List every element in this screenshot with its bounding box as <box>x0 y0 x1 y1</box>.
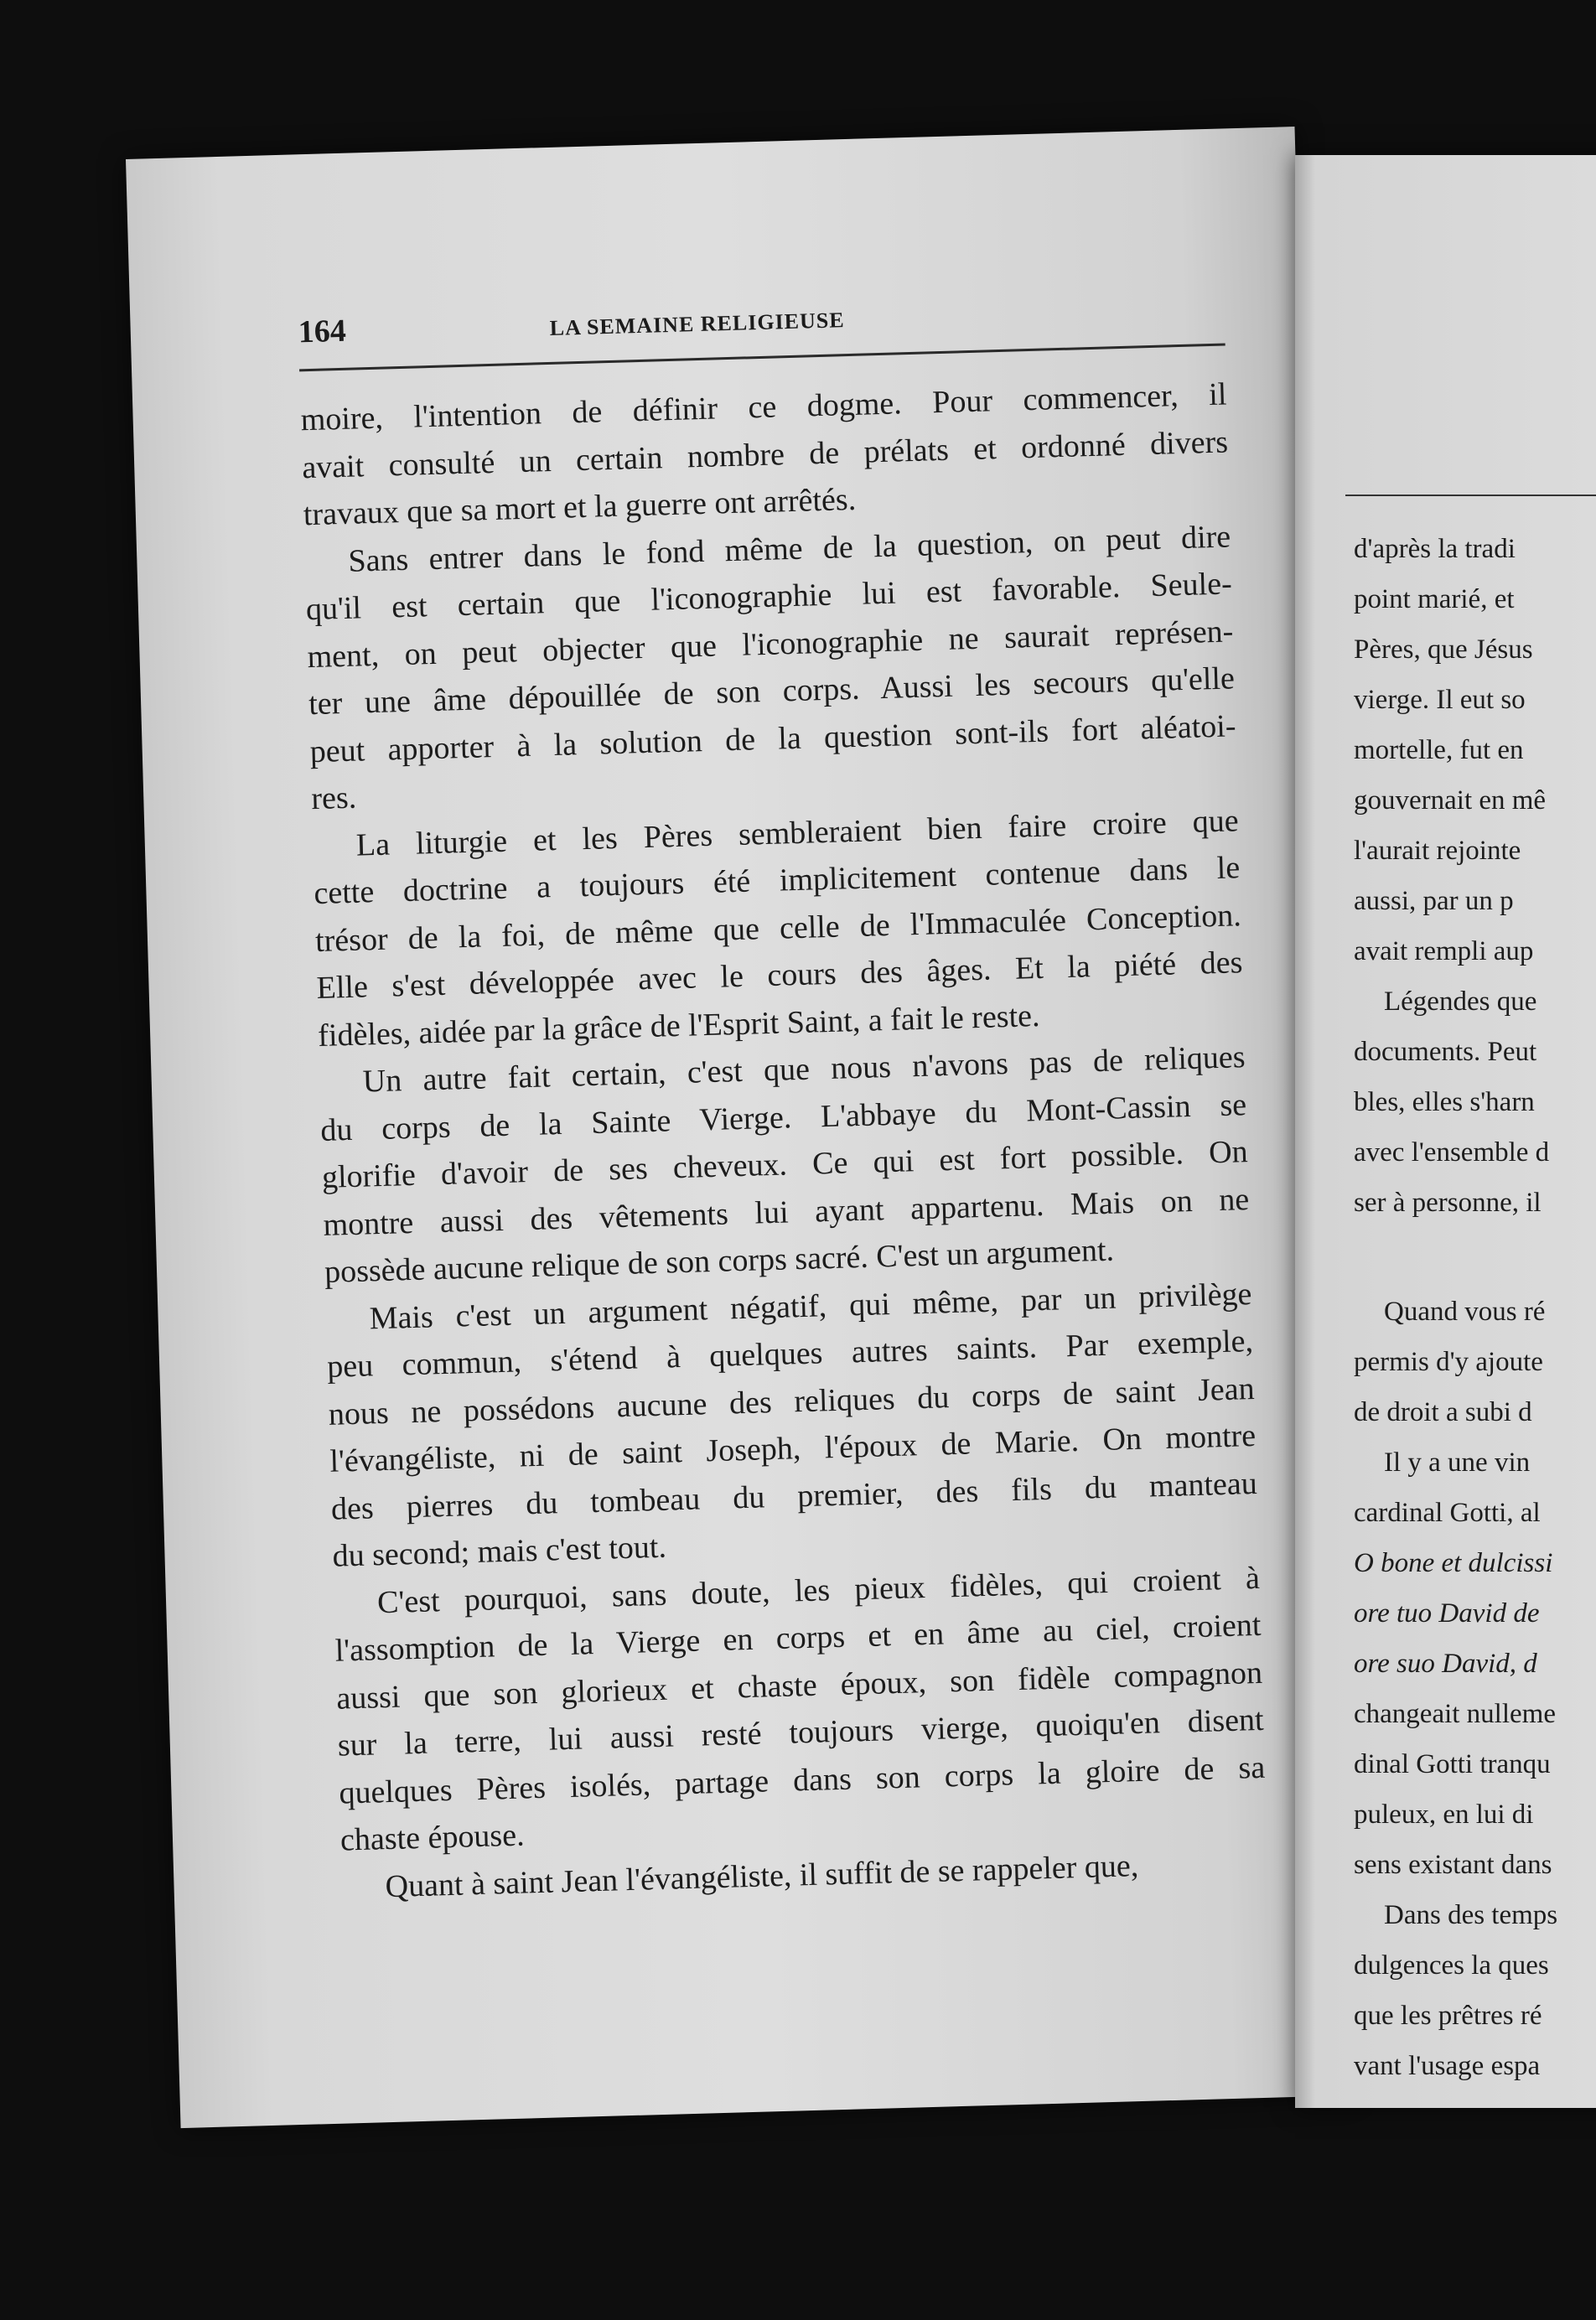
text-line: quelques Pères isolés, partage dans son corps la gloire de sa <box>338 1749 1266 1811</box>
text-line: dinal Gotti tranqu <box>1354 1749 1551 1779</box>
right-page <box>1295 155 1596 2108</box>
text-line: Mais c'est un argument négatif, qui même, par un privilège <box>369 1276 1252 1336</box>
text-line: Pères, que Jésus <box>1354 634 1533 665</box>
section-gap <box>1354 1228 1596 1287</box>
left-page <box>126 127 1350 2128</box>
text-line: Sans entrer dans le fond même de la question, on peut dire <box>347 518 1231 579</box>
text-line: aussi que son glorieux et chaste époux, son fidèle compagnon <box>335 1655 1263 1717</box>
text-line: Quand vous ré <box>1384 1297 1546 1327</box>
text-line: changeait nulleme <box>1354 1699 1556 1729</box>
text-line: Il y a une vin <box>1384 1447 1531 1478</box>
text-line: vant l'usage espa <box>1354 2051 1541 2081</box>
text-line: l'assomption de la Vierge en corps et en âme au ciel, croient <box>334 1607 1262 1669</box>
text-line: O bone et dulcissi <box>1354 1548 1553 1578</box>
text-line: cardinal Gotti, al <box>1354 1498 1541 1528</box>
text-line: point marié, et <box>1354 584 1515 614</box>
text-line: C'est pourquoi, sans doute, les pieux fidèles, qui croient à <box>376 1560 1261 1620</box>
text-line: Elle s'est développée avec le cours des âges. Et la piété des <box>316 945 1243 1007</box>
text-line: peu commun, s'étend à quelques autres saints. Par exemple, <box>326 1323 1254 1385</box>
paragraph <box>304 513 1238 823</box>
text-line: bles, elles s'harn <box>1354 1087 1535 1117</box>
page-header <box>298 287 1225 350</box>
text-line: possède aucune relique de son corps sacré. C'est un argument. <box>324 1232 1115 1290</box>
text-line: avait rempli aup <box>1354 936 1534 966</box>
text-line: d'après la tradi <box>1354 534 1516 564</box>
right-header-rule <box>1345 495 1596 496</box>
text-line: Dans des temps <box>1384 1900 1558 1930</box>
text-line: du corps de la Sainte Vierge. L'abbaye du Mont-Cassin se <box>319 1086 1247 1148</box>
text-line: trésor de la foi, de même que celle de l'Immaculée Conception. <box>314 897 1242 959</box>
text-line: Quant à saint Jean l'évangéliste, il suffit de se rappeler que, <box>385 1847 1139 1904</box>
text-line: sur la terre, lui aussi resté toujours vierge, quoiqu'en disent <box>337 1701 1265 1763</box>
text-line: ser à personne, il <box>1354 1188 1542 1218</box>
paragraph <box>312 797 1244 1059</box>
text-line: La liturgie et les Pères sembleraient bien faire croire que <box>355 802 1240 863</box>
text-line: ore tuo David de <box>1354 1598 1540 1629</box>
paragraph <box>325 1271 1259 1581</box>
text-line: ter une âme dépouillée de son corps. Aussi les secours qu'elle <box>308 660 1236 722</box>
text-line: mortelle, fut en <box>1354 735 1524 765</box>
text-line: ore suo David, d <box>1354 1649 1537 1679</box>
text-line: l'aurait rejointe <box>1354 836 1521 866</box>
text-line: res. <box>310 779 357 817</box>
text-line: montre aussi des vêtements lui ayant appartenu. Mais on ne <box>323 1181 1250 1243</box>
text-line: permis d'y ajoute <box>1354 1347 1543 1377</box>
text-line: qu'il est certain que l'iconographie lui est favorable. Seule- <box>305 566 1233 628</box>
right-body-text <box>1354 524 1596 2091</box>
text-line: l'évangéliste, ni de saint Joseph, l'époux de Marie. On montre <box>329 1417 1257 1479</box>
text-line: aussi, par un p <box>1354 886 1514 916</box>
text-line: avec l'ensemble d <box>1354 1137 1550 1168</box>
text-line: gouvernait en mê <box>1354 785 1547 816</box>
paragraph <box>333 1554 1267 1864</box>
text-line: Un autre fait certain, c'est que nous n'avons pas de reliques <box>362 1039 1246 1100</box>
text-line: du second; mais c'est tout. <box>332 1529 667 1574</box>
text-line: des pierres du tombeau du premier, des fils du manteau <box>330 1465 1258 1527</box>
text-line: que les prêtres ré <box>1354 2001 1542 2031</box>
text-line: moire, l'intention de définir ce dogme. Pour commencer, il <box>300 376 1227 438</box>
text-line: glorifie d'avoir de ses cheveux. Ce qui est fort possible. On <box>321 1134 1249 1195</box>
text-line: peut apporter à la solution de la question sont-ils fort aléatoi- <box>309 707 1236 769</box>
paragraph <box>319 1033 1251 1296</box>
text-line: de droit a subi d <box>1354 1397 1532 1427</box>
paragraph <box>300 370 1230 538</box>
text-line: puleux, en lui di <box>1354 1800 1534 1830</box>
text-line: travaux que sa mort et la guerre ont arrêtés. <box>303 481 857 533</box>
header-rule <box>299 343 1226 371</box>
text-line: ment, on peut objecter que l'iconographie ne saurait représen- <box>307 613 1234 675</box>
text-line: dulgences la ques <box>1354 1950 1549 1981</box>
text-line: cette doctrine a toujours été implicitement contenue dans le <box>313 850 1241 912</box>
text-line: sens existant dans <box>1354 1850 1552 1880</box>
text-line: avait consulté un certain nombre de prélats et ordonné divers <box>301 423 1229 485</box>
text-line: chaste épouse. <box>339 1817 526 1858</box>
text-line: Légendes que <box>1384 987 1537 1017</box>
running-head: LA SEMAINE RELIGIEUSE <box>549 308 845 340</box>
body-text <box>300 370 1268 1911</box>
text-line: vierge. Il eut so <box>1354 685 1526 715</box>
text-line: nous ne possédons aucune des reliques du corps de saint Jean <box>328 1370 1256 1432</box>
page-number: 164 <box>298 313 347 350</box>
text-line: fidèles, aidée par la grâce de l'Esprit Saint, a fait le reste. <box>317 997 1041 1054</box>
text-line: documents. Peut <box>1354 1037 1537 1067</box>
left-page-content <box>298 287 1268 1911</box>
